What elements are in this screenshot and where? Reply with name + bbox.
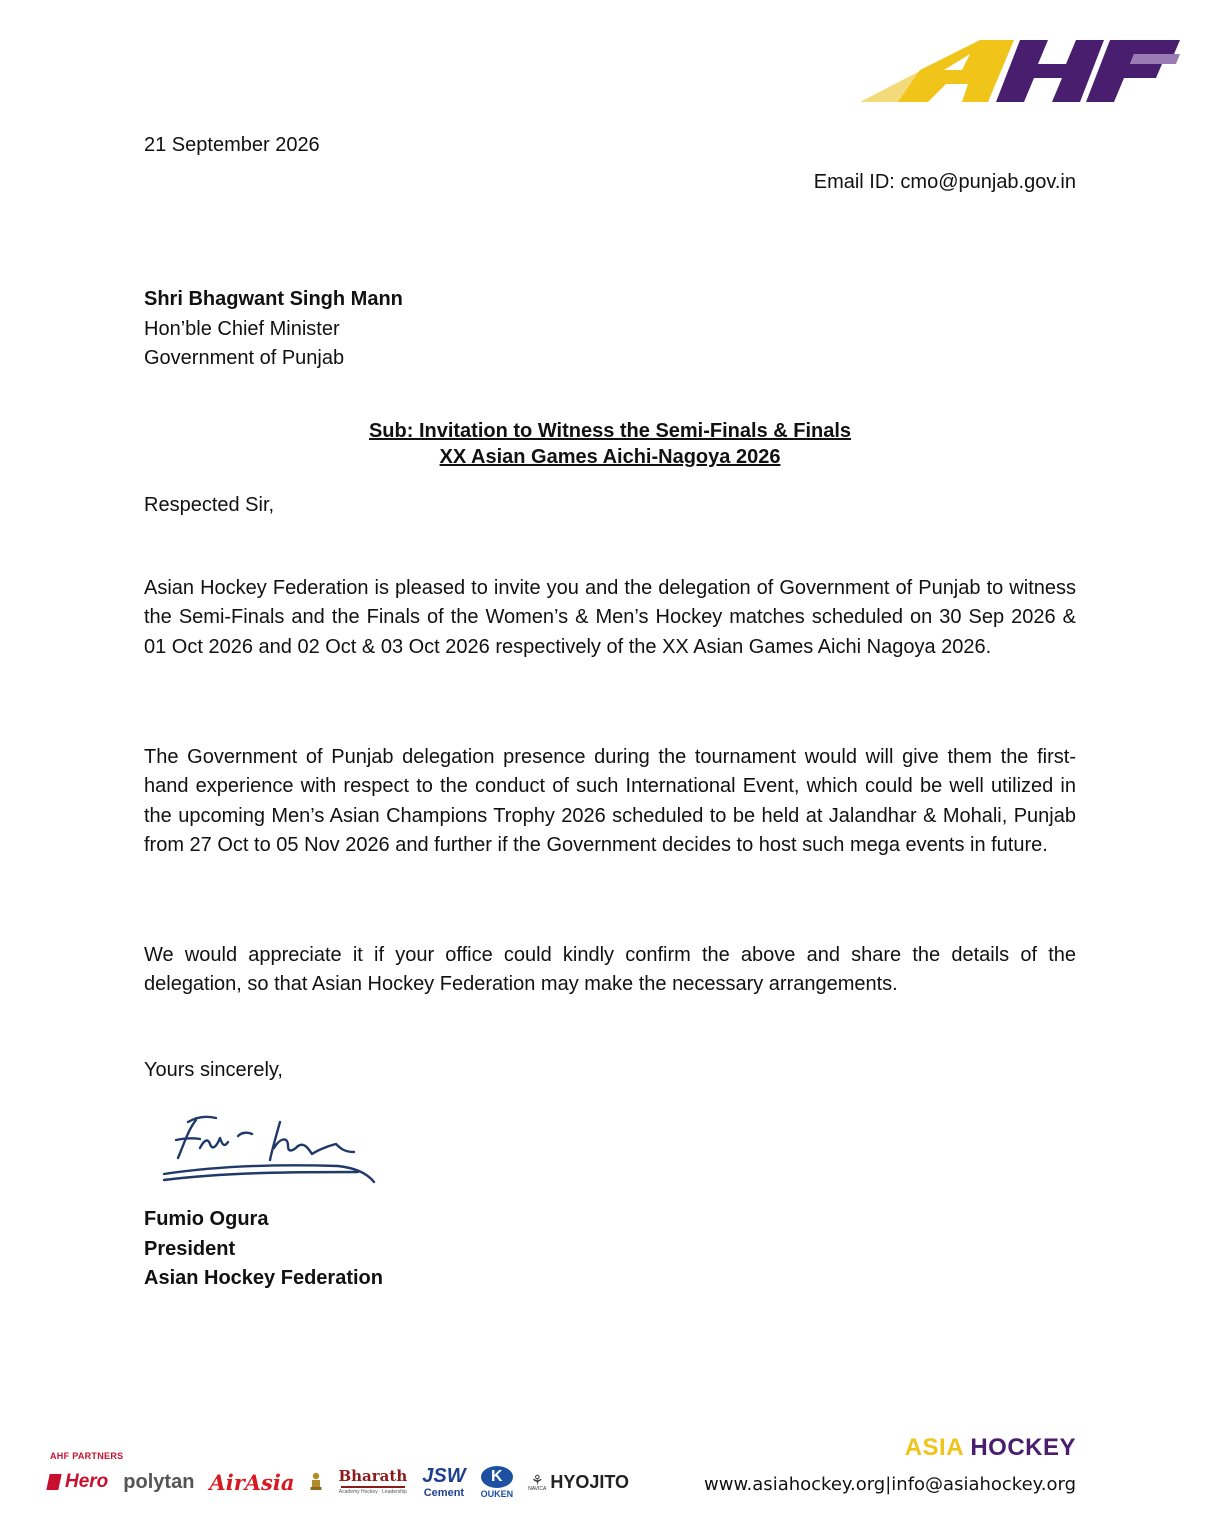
body-paragraph-3: We would appreciate it if your office could kindly confirm the above and share the details of the delegation, so that Asian Hockey Federation may make the necessary arrangements. <box>144 944 1076 996</box>
hero-logo: Hero <box>48 1471 108 1493</box>
ahf-logo <box>858 38 1184 106</box>
subject-line-2: XX Asian Games Aichi-Nagoya 2026 <box>439 446 781 468</box>
body-paragraph-2: The Government of Punjab delegation presence during the tournament would will give them the first-hand experience with respect to the conduct of such International Event, which could be well utilized in the upcoming Men’s Asian Champions Trophy 2026 scheduled to be held at Jalandhar & Mohali, Punjab from 27 Oct to 05 Nov 2026 and further if the Government decides to host such mega events in future. <box>144 746 1076 856</box>
addressee-organization: Government of Punjab <box>144 347 345 369</box>
body-paragraph-1: Asian Hockey Federation is pleased to invite you and the delegation of Government of Punjab to witness the Semi-Finals and the Finals of the Women’s & Men’s Hockey matches scheduled on 30 Sep 2026 & 01 Oct 2026 and 02 Oct & 03 Oct 2026 respectively of the XX Asian Games Aichi Nagoya 2026. <box>144 577 1076 658</box>
subject-line-1: Sub: Invitation to Witness the Semi-Finals & Finals <box>368 420 852 442</box>
hero-mark-icon <box>46 1474 61 1490</box>
signer-block <box>144 1205 383 1294</box>
navica-logo: ⚘ NAVICA <box>528 1471 547 1492</box>
recipient-email: Email ID: cmo@punjab.gov.in <box>813 171 1076 193</box>
bharath-logo: Bharath Academy Hockey · Leadership <box>338 1467 408 1495</box>
subject-block <box>144 418 1076 470</box>
ouken-logo: K OUKEN <box>480 1467 514 1499</box>
hyojito-logo: HYOJITO <box>550 1471 630 1492</box>
salutation: Respected Sir, <box>144 494 275 516</box>
sponsor-strip <box>48 1462 644 1502</box>
brand-hockey: HOCKEY <box>970 1434 1076 1461</box>
footer-contact: www.asiahockey.org|info@asiahockey.org <box>704 1474 1076 1495</box>
signature-image <box>158 1108 382 1192</box>
brand-asia: ASIA <box>904 1434 964 1461</box>
letter-date: 21 September 2026 <box>144 134 320 156</box>
jsw-cement-logo: JSW Cement <box>422 1464 466 1499</box>
addressee-title: Hon’ble Chief Minister <box>144 317 340 340</box>
polytan-logo: polytan <box>123 1470 195 1493</box>
asia-hockey-brand <box>905 1434 1076 1462</box>
closing: Yours sincerely, <box>144 1059 283 1081</box>
addressee-block <box>144 285 403 374</box>
addressee-name: Shri Bhagwant Singh Mann <box>144 288 403 310</box>
navica-icon: ⚘ <box>530 1471 544 1488</box>
signer-name: Fumio Ogura <box>144 1208 269 1230</box>
partners-label: AHF PARTNERS <box>50 1451 124 1461</box>
airasia-logo: AirAsia <box>209 1469 295 1495</box>
signer-position: President <box>144 1237 236 1260</box>
signer-organization: Asian Hockey Federation <box>144 1267 383 1289</box>
state-emblem-icon <box>309 1471 323 1493</box>
